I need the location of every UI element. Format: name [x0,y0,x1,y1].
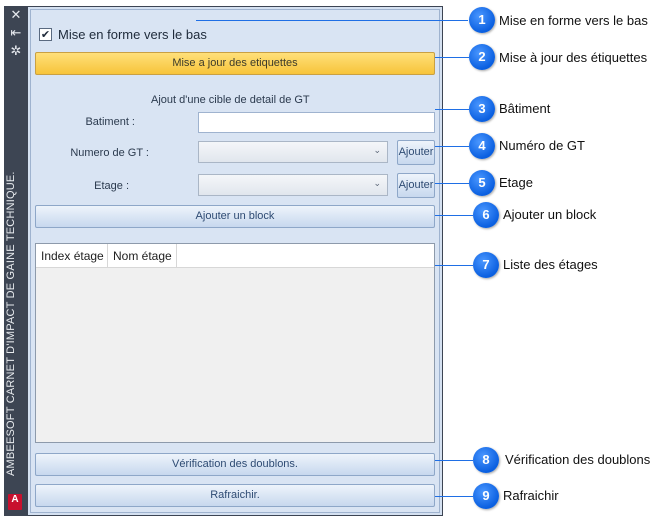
section-title: Ajout d'une cible de detail de GT [151,94,310,106]
callout-badge-3: 3 [469,96,495,122]
add-block-button[interactable]: Ajouter un block [35,205,435,228]
floor-combo[interactable] [198,174,388,196]
callout-line-5 [435,183,469,184]
callout-line-8 [435,460,473,461]
callout-line-4 [435,146,469,147]
callout-line-7 [435,265,473,266]
gt-number-label: Numero de GT : [70,147,149,159]
chevron-down-icon: ⌄ [373,146,381,156]
callout-text-2: Mise à jour des étiquettes [499,50,648,65]
callout-text-5: Etage [499,175,533,190]
callout-text-6: Ajouter un block [503,207,597,222]
callout-badge-7: 7 [473,252,499,278]
callout-badge-4: 4 [469,133,495,159]
floor-label: Etage : [94,180,129,192]
callout-text-4: Numéro de GT [499,138,585,153]
callout-badge-9: 9 [473,483,499,509]
close-icon[interactable]: ✕ [10,8,22,23]
callout-line-1 [196,20,468,21]
callout-text-9: Rafraichir [503,488,559,503]
callout-badge-6: 6 [473,202,499,228]
callout-badge-8: 8 [473,447,499,473]
refresh-button[interactable]: Rafraichir. [35,484,435,507]
update-labels-button[interactable]: Mise a jour des etiquettes [35,52,435,75]
floor-add-button[interactable]: Ajouter [397,173,435,198]
column-floor-index[interactable]: Index étage [36,244,108,268]
palette-side-strip [4,6,28,516]
floor-list[interactable] [35,243,435,443]
settings-icon[interactable]: ✲ [10,44,22,59]
callout-badge-5: 5 [469,170,495,196]
gt-add-button[interactable]: Ajouter [397,140,435,165]
check-duplicates-button[interactable]: Vérification des doublons. [35,453,435,476]
floor-list-header [36,244,434,268]
column-floor-name[interactable]: Nom étage [108,244,177,268]
autocad-logo-icon: A [8,494,22,510]
palette-title: AMBEESOFT CARNET D'IMPACT DE GAINE TECHNIQUE. [5,171,17,476]
chevron-down-icon: ⌄ [373,179,381,189]
pin-icon[interactable]: ⇤ [10,26,22,41]
callout-badge-1: 1 [469,7,495,33]
panel-content [30,9,440,513]
format-down-label[interactable]: Mise en forme vers le bas [58,26,207,42]
callout-line-2 [435,57,469,58]
building-label: Batiment : [85,116,135,128]
format-down-row[interactable] [39,26,207,42]
palette-panel [28,6,443,516]
callout-line-6 [435,215,473,216]
callout-line-9 [435,496,473,497]
building-input[interactable] [198,112,435,133]
format-down-checkbox[interactable]: ✔ [40,27,51,41]
callout-badge-2: 2 [469,44,495,70]
callout-text-8: Vérification des doublons [505,452,651,467]
callout-text-7: Liste des étages [503,257,598,272]
callout-text-3: Bâtiment [499,101,551,116]
gt-number-combo[interactable] [198,141,388,163]
callout-text-1: Mise en forme vers le bas [499,13,648,28]
callout-line-3 [435,109,469,110]
